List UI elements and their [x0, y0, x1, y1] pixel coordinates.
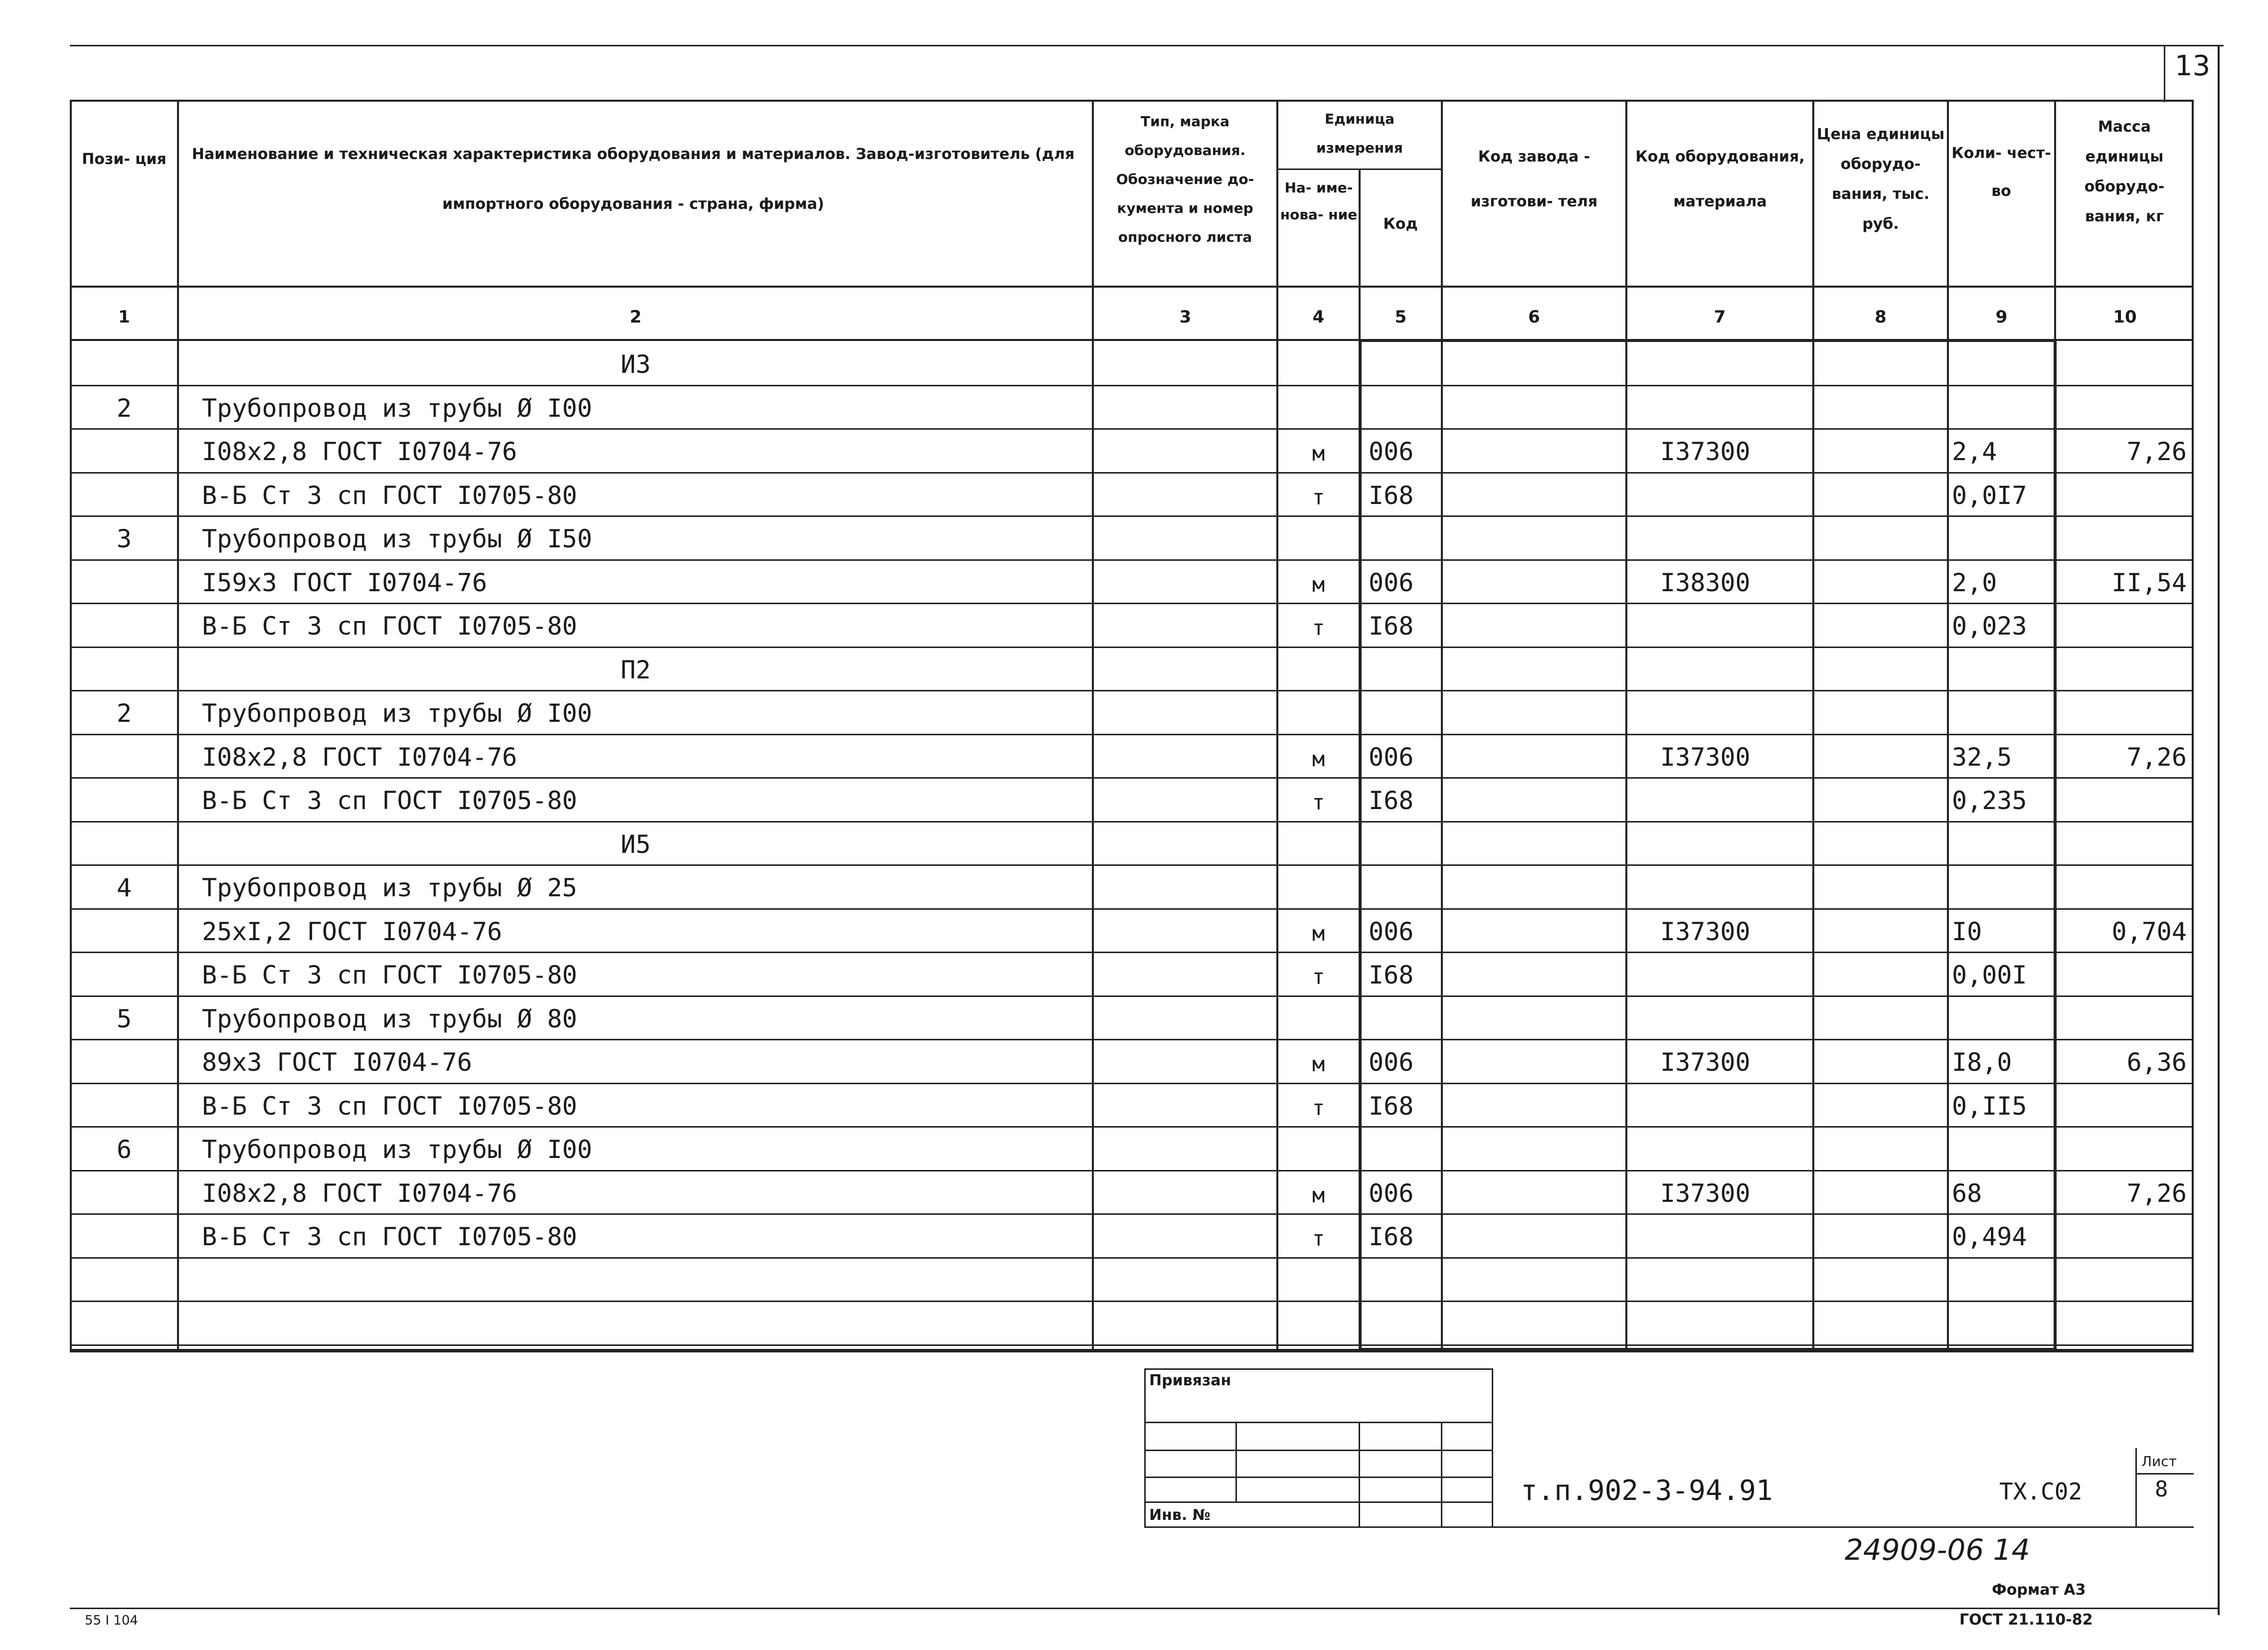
row-name: I08x2,8 ГОСТ I0704-76: [202, 743, 518, 772]
row-position: 2: [116, 394, 132, 423]
stamp-bottom-line: [1493, 1526, 2194, 1528]
row-material-code: I37300: [1660, 1179, 1750, 1208]
row-unit-code: 006: [1369, 437, 1414, 466]
row-quantity: 0,235: [1952, 786, 2027, 815]
row-name: В-Б Ст 3 сп ГОСТ I0705-80: [202, 1222, 577, 1251]
row-unit-code: I68: [1369, 1222, 1414, 1251]
row-quantity: 0,494: [1952, 1222, 2027, 1251]
row-quantity: 2,4: [1952, 437, 1997, 466]
row-unit-code: 006: [1369, 1048, 1414, 1077]
colnum-5: 5: [1395, 307, 1407, 327]
row-separator: [70, 995, 2194, 997]
row-mass: 0,704: [2111, 917, 2187, 946]
header-unit-name: На- име- нова- ние: [1280, 179, 1358, 223]
row-separator: [70, 777, 2194, 779]
stamp-top-line: [70, 1351, 2194, 1352]
row-separator: [70, 690, 2194, 691]
list-box-split: [2135, 1473, 2194, 1475]
row-separator: [70, 603, 2194, 604]
row-name: 25xI,2 ГОСТ I0704-76: [202, 917, 503, 946]
colnum-1: 1: [118, 307, 130, 327]
row-position: 2: [116, 699, 132, 728]
row-quantity: 2,0: [1952, 568, 1997, 597]
row-material-code: I37300: [1660, 437, 1750, 466]
header-bottom-line: [70, 286, 2194, 288]
header-mass: Масса единицы оборудо- вания, кг: [2084, 118, 2165, 225]
sheet-corner-number: 13: [2175, 50, 2211, 82]
row-unit: м: [1312, 1052, 1325, 1076]
row-separator: [70, 1344, 2194, 1346]
row-material-code: I37300: [1660, 917, 1750, 946]
row-name: П2: [620, 656, 651, 684]
row-unit: м: [1312, 572, 1325, 597]
row-mass: 6,36: [2126, 1048, 2187, 1077]
row-separator: [70, 1083, 2194, 1084]
gost-label: ГОСТ 21.110-82: [1959, 1611, 2093, 1629]
row-quantity: 32,5: [1952, 743, 2012, 772]
row-unit-code: 006: [1369, 917, 1414, 946]
row-name: ИЗ: [620, 350, 651, 379]
document-code: т.п.902-3-94.91: [1521, 1475, 1773, 1507]
row-unit: м: [1312, 1183, 1325, 1207]
colnum-8: 8: [1875, 307, 1887, 327]
header-type: Тип, марка оборудования. Обозначение до- кумента и номер опросного листа: [1116, 113, 1254, 245]
row-separator: [70, 821, 2194, 823]
row-quantity: 0,0I7: [1952, 481, 2027, 510]
row-separator: [70, 952, 2194, 953]
row-unit: т: [1312, 616, 1325, 640]
colnum-10: 10: [2113, 307, 2137, 327]
colnum-3: 3: [1179, 307, 1192, 327]
privyazan-vline-1: [1235, 1422, 1237, 1501]
right-frame-line: [2218, 45, 2220, 1615]
row-name: В-Б Ст 3 сп ГОСТ I0705-80: [202, 612, 577, 641]
row-name: Трубопровод из трубы Ø 80: [202, 1004, 577, 1033]
row-name: Трубопровод из трубы Ø I00: [202, 1135, 592, 1164]
header-price: Цена единицы оборудо- вания, тыс. руб.: [1816, 126, 1945, 233]
row-separator: [70, 1257, 2194, 1259]
row-name: В-Б Ст 3 сп ГОСТ I0705-80: [202, 961, 577, 990]
row-unit-code: I68: [1369, 1092, 1414, 1121]
row-separator: [70, 647, 2194, 648]
row-mass: 7,26: [2126, 1179, 2187, 1208]
header-factory-code: Код завода - изготови- теля: [1470, 148, 1598, 210]
row-quantity: I8,0: [1952, 1048, 2012, 1077]
colnum-4: 4: [1312, 307, 1325, 327]
row-quantity: 0,023: [1952, 612, 2027, 641]
colnum-2: 2: [630, 307, 642, 327]
row-position: 6: [116, 1135, 132, 1164]
row-separator: [70, 1301, 2194, 1302]
row-material-code: I38300: [1660, 568, 1750, 597]
row-separator: [70, 385, 2194, 386]
archive-number: 24909-06 14: [1845, 1533, 2030, 1567]
row-separator: [70, 472, 2194, 474]
row-material-code: I37300: [1660, 743, 1750, 772]
row-unit: т: [1312, 1096, 1325, 1120]
page-bottom-line: [70, 1608, 2219, 1609]
row-position: 5: [116, 1004, 132, 1033]
row-name: Трубопровод из трубы Ø I50: [202, 524, 592, 553]
row-unit: м: [1312, 921, 1325, 946]
row-unit-code: 006: [1369, 743, 1414, 772]
privyazan-vline-2: [1359, 1422, 1360, 1528]
row-unit: т: [1312, 790, 1325, 815]
row-separator: [70, 1170, 2194, 1171]
row-separator: [70, 515, 2194, 517]
bottom-left-code: 55 I 104: [85, 1613, 138, 1628]
list-label: Лист: [2141, 1453, 2177, 1470]
row-name: I59x3 ГОСТ I0704-76: [202, 568, 487, 597]
row-unit-code: I68: [1369, 612, 1414, 641]
colnum-6: 6: [1528, 307, 1540, 327]
row-name: Трубопровод из трубы Ø I00: [202, 699, 592, 728]
row-position: 4: [116, 873, 132, 902]
row-position: 3: [116, 524, 132, 553]
row-name: И5: [620, 830, 651, 859]
header-material-code: Код оборудования, материала: [1635, 148, 1805, 210]
row-unit: м: [1312, 747, 1325, 771]
row-material-code: I37300: [1660, 1048, 1750, 1077]
col-line-1: [177, 100, 179, 1351]
row-separator: [70, 734, 2194, 735]
row-name: В-Б Ст 3 сп ГОСТ I0705-80: [202, 481, 577, 510]
row-quantity: I0: [1952, 917, 1982, 946]
row-separator: [70, 428, 2194, 430]
row-unit-code: 006: [1369, 1179, 1414, 1208]
privyazan-label: Привязан: [1149, 1372, 1231, 1389]
row-separator: [70, 559, 2194, 561]
row-unit-code: I68: [1369, 961, 1414, 990]
row-name: 89x3 ГОСТ I0704-76: [202, 1048, 472, 1077]
format-label: Формат А3: [1992, 1581, 2086, 1599]
header-position: Пози- ция: [82, 151, 167, 168]
row-separator: [70, 1213, 2194, 1215]
header-name: Наименование и техническая характеристика оборудования и материалов. Завод-изготовитель (для импортного оборудования - страна, фирма): [191, 146, 1075, 213]
row-name: I08x2,8 ГОСТ I0704-76: [202, 437, 518, 466]
row-name: I08x2,8 ГОСТ I0704-76: [202, 1179, 518, 1208]
row-separator: [70, 908, 2194, 910]
row-unit: т: [1312, 1226, 1325, 1251]
col-line-3: [1276, 100, 1278, 1351]
row-name: Трубопровод из трубы Ø I00: [202, 394, 592, 423]
row-name: Трубопровод из трубы Ø 25: [202, 873, 577, 902]
sheet-code: ТХ.С02: [1999, 1478, 2083, 1505]
row-unit-code: 006: [1369, 568, 1414, 597]
privyazan-vline-3: [1441, 1422, 1442, 1528]
row-separator: [70, 864, 2194, 866]
row-quantity: 0,00I: [1952, 961, 2027, 990]
row-unit: т: [1312, 965, 1325, 989]
corner-box-line: [2164, 45, 2165, 102]
col-line-2: [1092, 100, 1094, 1351]
row-name: В-Б Ст 3 сп ГОСТ I0705-80: [202, 1092, 577, 1121]
row-unit-code: I68: [1369, 481, 1414, 510]
row-unit: т: [1312, 485, 1325, 509]
list-box-line: [2135, 1448, 2137, 1528]
inventory-label: Инв. №: [1149, 1506, 1211, 1524]
row-quantity: 0,II5: [1952, 1092, 2027, 1121]
row-mass: 7,26: [2126, 437, 2187, 466]
row-mass: 7,26: [2126, 743, 2187, 772]
row-unit-code: I68: [1369, 786, 1414, 815]
top-frame-line: [70, 45, 2224, 46]
list-number: 8: [2155, 1477, 2168, 1502]
colnum-9: 9: [1995, 307, 2008, 327]
row-name: В-Б Ст 3 сп ГОСТ I0705-80: [202, 786, 577, 815]
row-quantity: 68: [1952, 1179, 1982, 1208]
colnum-7: 7: [1714, 307, 1726, 327]
row-separator: [70, 1039, 2194, 1040]
row-separator: [70, 1126, 2194, 1128]
row-mass: II,54: [2111, 568, 2187, 597]
header-quantity: Коли- чест- во: [1951, 145, 2051, 200]
header-unit: Единица измерения: [1316, 111, 1403, 156]
header-unit-code: Код: [1383, 215, 1418, 233]
row-unit: м: [1312, 441, 1325, 466]
